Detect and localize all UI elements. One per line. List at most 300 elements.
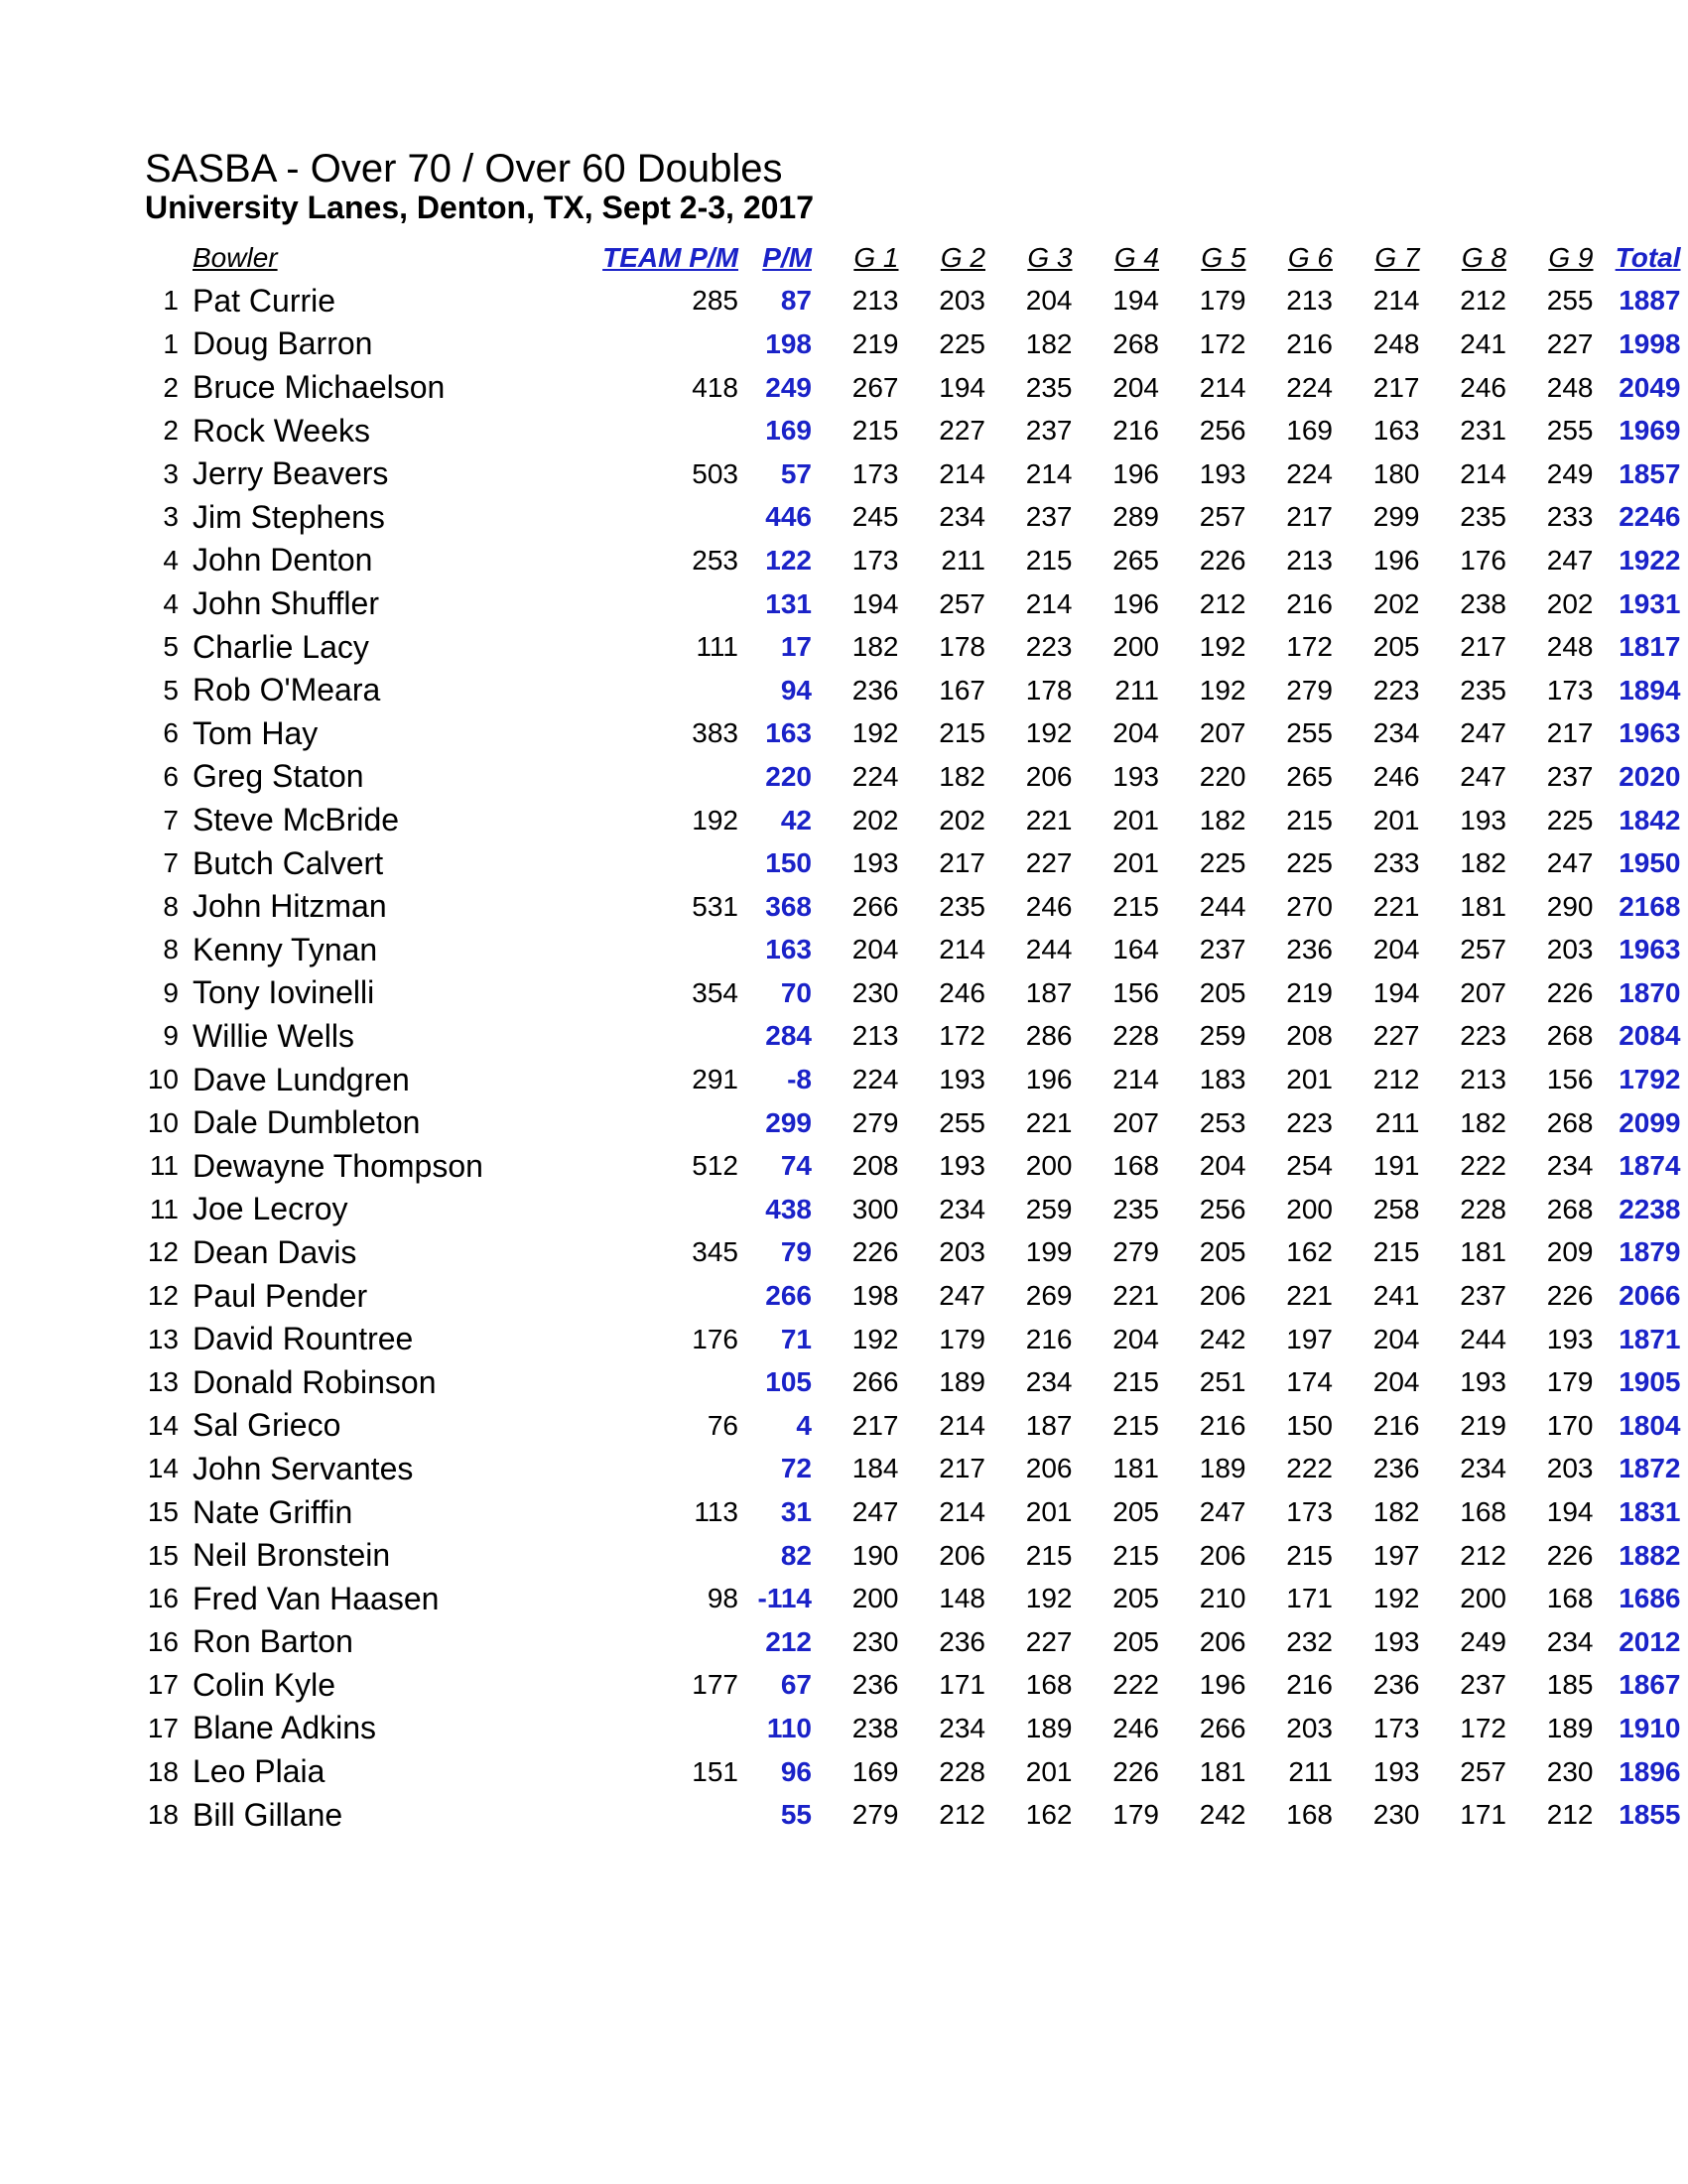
game-2-cell: 257	[939, 587, 985, 619]
bowler-name-cell: Neil Bronstein	[193, 1537, 391, 1574]
game-5-cell: 220	[1199, 760, 1246, 792]
table-row	[145, 1231, 1681, 1275]
game-5-cell: 251	[1199, 1366, 1246, 1398]
team-pm-cell	[560, 322, 738, 366]
game-2-cell: 255	[939, 1106, 985, 1138]
game-1-cell: 230	[851, 1625, 899, 1657]
game-5-cell: 179	[1199, 285, 1246, 317]
team-pm-cell	[560, 669, 738, 712]
game-9-cell: 203	[1546, 1453, 1594, 1484]
game-4-cell: 181	[1112, 1453, 1159, 1484]
game-4-cell: 196	[1112, 457, 1159, 489]
game-2-cell: 235	[939, 890, 985, 922]
game-2-cell: 214	[939, 457, 985, 489]
game-9-cell: 248	[1546, 371, 1594, 403]
team-pm-cell: 291	[692, 1064, 738, 1095]
game-2-cell: 234	[939, 501, 985, 533]
table-row	[145, 755, 1681, 799]
game-4-cell: 179	[1112, 1799, 1159, 1831]
table-row	[145, 496, 1681, 540]
table-row	[145, 1404, 1681, 1448]
team-pm-cell	[560, 1015, 738, 1059]
game-9-cell: 268	[1546, 1106, 1594, 1138]
game-3-cell: 221	[1025, 1106, 1073, 1138]
pm-cell: 438	[765, 1193, 812, 1224]
total-cell: 1950	[1619, 847, 1681, 879]
bowler-name-cell: Rob O'Meara	[193, 672, 381, 708]
header-g1: G 1	[853, 241, 899, 273]
game-2-cell: 206	[939, 1539, 985, 1571]
team-pm-cell	[560, 496, 738, 540]
bowler-name-cell: Willie Wells	[193, 1017, 354, 1054]
game-9-cell: 255	[1546, 415, 1594, 447]
game-2-cell: 225	[939, 327, 985, 359]
game-1-cell: 279	[851, 1106, 899, 1138]
game-7-cell: 234	[1372, 717, 1420, 749]
game-4-cell: 204	[1112, 371, 1159, 403]
game-5-cell: 237	[1199, 934, 1246, 965]
game-2-cell: 214	[939, 1409, 985, 1441]
table-row	[145, 1318, 1681, 1361]
header-total: Total	[1615, 241, 1681, 273]
game-9-cell: 268	[1546, 1193, 1594, 1224]
team-pm-cell: 512	[692, 1150, 738, 1182]
game-5-cell: 183	[1199, 1064, 1246, 1095]
game-3-cell: 215	[1025, 1539, 1073, 1571]
place-cell: 12	[147, 1236, 179, 1268]
team-pm-cell	[560, 409, 738, 452]
game-6-cell: 171	[1286, 1583, 1333, 1614]
game-9-cell: 226	[1546, 1280, 1594, 1312]
total-cell: 1867	[1619, 1669, 1681, 1701]
team-pm-cell: 354	[692, 976, 738, 1008]
team-pm-cell	[560, 1274, 738, 1318]
game-8-cell: 181	[1460, 1236, 1506, 1268]
place-cell: 18	[147, 1755, 179, 1787]
game-9-cell: 226	[1546, 976, 1594, 1008]
game-9-cell: 230	[1546, 1755, 1594, 1787]
game-8-cell: 238	[1460, 587, 1506, 619]
game-7-cell: 196	[1372, 544, 1420, 576]
game-1-cell: 213	[851, 285, 899, 317]
game-5-cell: 244	[1199, 890, 1246, 922]
pm-cell: 82	[780, 1539, 812, 1571]
game-8-cell: 228	[1460, 1193, 1506, 1224]
game-5-cell: 216	[1199, 1409, 1246, 1441]
team-pm-cell	[560, 929, 738, 972]
game-1-cell: 245	[851, 501, 899, 533]
game-8-cell: 244	[1460, 1323, 1506, 1354]
game-7-cell: 201	[1372, 804, 1420, 835]
place-cell: 7	[163, 847, 179, 879]
game-8-cell: 172	[1460, 1712, 1506, 1743]
game-2-cell: 234	[939, 1193, 985, 1224]
bowler-name-cell: Butch Calvert	[193, 844, 384, 881]
game-6-cell: 236	[1286, 934, 1333, 965]
total-cell: 2020	[1619, 760, 1681, 792]
game-9-cell: 268	[1546, 1020, 1594, 1052]
total-cell: 1922	[1619, 544, 1681, 576]
game-5-cell: 193	[1199, 457, 1246, 489]
place-cell: 4	[163, 587, 179, 619]
header-g4: G 4	[1113, 241, 1159, 273]
game-1-cell: 194	[851, 587, 899, 619]
game-7-cell: 236	[1372, 1669, 1420, 1701]
game-7-cell: 202	[1372, 587, 1420, 619]
place-cell: 17	[147, 1712, 179, 1743]
place-cell: 14	[147, 1453, 179, 1484]
bowler-name-cell: Leo Plaia	[193, 1753, 325, 1790]
game-3-cell: 216	[1025, 1323, 1073, 1354]
game-3-cell: 204	[1025, 285, 1073, 317]
total-cell: 1998	[1619, 327, 1681, 359]
game-3-cell: 182	[1025, 327, 1073, 359]
game-6-cell: 222	[1286, 1453, 1333, 1484]
bowler-name-cell: Sal Grieco	[193, 1407, 341, 1444]
game-5-cell: 182	[1199, 804, 1246, 835]
game-9-cell: 247	[1546, 847, 1594, 879]
game-5-cell: 266	[1199, 1712, 1246, 1743]
game-6-cell: 168	[1286, 1799, 1333, 1831]
game-6-cell: 213	[1286, 544, 1333, 576]
game-3-cell: 223	[1025, 631, 1073, 663]
game-8-cell: 212	[1460, 1539, 1506, 1571]
bowler-name-cell: Blane Adkins	[193, 1710, 377, 1746]
game-2-cell: 171	[939, 1669, 985, 1701]
game-6-cell: 221	[1286, 1280, 1333, 1312]
game-2-cell: 179	[939, 1323, 985, 1354]
game-7-cell: 180	[1372, 457, 1420, 489]
place-cell: 18	[147, 1799, 179, 1831]
game-7-cell: 215	[1372, 1236, 1420, 1268]
bowler-name-cell: Rock Weeks	[193, 412, 371, 449]
table-row	[145, 1101, 1681, 1145]
pm-cell: 72	[780, 1453, 812, 1484]
game-3-cell: 189	[1025, 1712, 1073, 1743]
total-cell: 1887	[1619, 285, 1681, 317]
game-8-cell: 235	[1460, 674, 1506, 706]
pm-cell: 105	[765, 1366, 812, 1398]
pm-cell: 220	[765, 760, 812, 792]
total-cell: 1872	[1619, 1453, 1681, 1484]
team-pm-cell	[560, 1534, 738, 1578]
pm-cell: -8	[787, 1064, 812, 1095]
game-3-cell: 201	[1025, 1755, 1073, 1787]
bowler-name-cell: Ron Barton	[193, 1623, 353, 1660]
game-4-cell: 215	[1112, 1539, 1159, 1571]
bowler-name-cell: Greg Staton	[193, 758, 364, 795]
game-3-cell: 244	[1025, 934, 1073, 965]
game-2-cell: 236	[939, 1625, 985, 1657]
game-3-cell: 187	[1025, 1409, 1073, 1441]
table-row	[145, 1490, 1681, 1534]
game-2-cell: 167	[939, 674, 985, 706]
place-cell: 4	[163, 544, 179, 576]
results-body	[145, 280, 1681, 1837]
bowler-name-cell: Pat Currie	[193, 282, 336, 319]
game-1-cell: 192	[851, 717, 899, 749]
game-4-cell: 215	[1112, 890, 1159, 922]
pm-cell: 122	[765, 544, 812, 576]
team-pm-cell	[560, 1448, 738, 1491]
table-row	[145, 669, 1681, 712]
game-5-cell: 225	[1199, 847, 1246, 879]
game-7-cell: 258	[1372, 1193, 1420, 1224]
game-2-cell: 194	[939, 371, 985, 403]
place-cell: 14	[147, 1409, 179, 1441]
game-1-cell: 215	[851, 415, 899, 447]
game-8-cell: 222	[1460, 1150, 1506, 1182]
game-1-cell: 236	[851, 674, 899, 706]
game-7-cell: 197	[1372, 1539, 1420, 1571]
game-6-cell: 162	[1286, 1236, 1333, 1268]
place-cell: 3	[163, 501, 179, 533]
game-7-cell: 212	[1372, 1064, 1420, 1095]
table-row	[145, 539, 1681, 582]
game-5-cell: 206	[1199, 1280, 1246, 1312]
document-title: SASBA - Over 70 / Over 60 Doubles	[145, 147, 783, 191]
team-pm-cell: 177	[692, 1669, 738, 1701]
game-6-cell: 270	[1286, 890, 1333, 922]
game-7-cell: 216	[1372, 1409, 1420, 1441]
place-cell: 6	[163, 717, 179, 749]
game-8-cell: 213	[1460, 1064, 1506, 1095]
game-7-cell: 211	[1374, 1106, 1420, 1138]
pm-cell: -114	[757, 1583, 812, 1614]
pm-cell: 163	[765, 717, 812, 749]
game-4-cell: 214	[1112, 1064, 1159, 1095]
game-5-cell: 181	[1199, 1755, 1246, 1787]
bowler-name-cell: Dave Lundgren	[193, 1061, 410, 1097]
total-cell: 2066	[1619, 1280, 1681, 1312]
game-5-cell: 253	[1199, 1106, 1246, 1138]
game-6-cell: 215	[1286, 804, 1333, 835]
game-1-cell: 198	[851, 1280, 899, 1312]
game-5-cell: 256	[1199, 1193, 1246, 1224]
total-cell: 1896	[1619, 1755, 1681, 1787]
game-8-cell: 176	[1460, 544, 1506, 576]
game-9-cell: 233	[1546, 501, 1594, 533]
game-8-cell: 246	[1460, 371, 1506, 403]
bowler-name-cell: Colin Kyle	[193, 1666, 336, 1703]
bowler-name-cell: Paul Pender	[193, 1277, 368, 1314]
results-table	[145, 236, 1681, 1837]
game-8-cell: 237	[1460, 1280, 1506, 1312]
document-subtitle: University Lanes, Denton, TX, Sept 2-3, 2017	[145, 190, 814, 225]
game-4-cell: 200	[1112, 631, 1159, 663]
game-6-cell: 216	[1286, 1669, 1333, 1701]
pm-cell: 67	[780, 1669, 812, 1701]
game-6-cell: 217	[1286, 501, 1333, 533]
total-cell: 1817	[1619, 631, 1681, 663]
game-1-cell: 190	[851, 1539, 899, 1571]
game-4-cell: 205	[1112, 1583, 1159, 1614]
place-cell: 9	[163, 976, 179, 1008]
game-2-cell: 217	[939, 847, 985, 879]
game-6-cell: 279	[1286, 674, 1333, 706]
table-row	[145, 971, 1681, 1015]
game-7-cell: 182	[1372, 1496, 1420, 1528]
header-g6: G 6	[1287, 241, 1333, 273]
game-8-cell: 219	[1460, 1409, 1506, 1441]
game-8-cell: 247	[1460, 760, 1506, 792]
game-6-cell: 197	[1286, 1323, 1333, 1354]
game-4-cell: 204	[1112, 1323, 1159, 1354]
table-row	[145, 625, 1681, 669]
team-pm-cell	[560, 1793, 738, 1837]
game-7-cell: 191	[1372, 1150, 1420, 1182]
game-5-cell: 205	[1199, 976, 1246, 1008]
game-2-cell: 193	[939, 1150, 985, 1182]
bowler-name-cell: Bill Gillane	[193, 1796, 343, 1833]
game-1-cell: 236	[851, 1669, 899, 1701]
game-1-cell: 230	[851, 976, 899, 1008]
game-4-cell: 228	[1112, 1020, 1159, 1052]
game-5-cell: 212	[1199, 587, 1246, 619]
game-9-cell: 225	[1546, 804, 1594, 835]
game-4-cell: 211	[1114, 674, 1159, 706]
game-4-cell: 235	[1112, 1193, 1159, 1224]
total-cell: 1963	[1619, 717, 1681, 749]
game-1-cell: 238	[851, 1712, 899, 1743]
game-8-cell: 182	[1460, 1106, 1506, 1138]
game-4-cell: 226	[1112, 1755, 1159, 1787]
team-pm-cell: 151	[692, 1755, 738, 1787]
total-cell: 1871	[1619, 1323, 1681, 1354]
table-row	[145, 929, 1681, 972]
game-2-cell: 214	[939, 1496, 985, 1528]
table-row	[145, 1577, 1681, 1620]
bowler-name-cell: Tony Iovinelli	[193, 974, 375, 1011]
table-row	[145, 1058, 1681, 1101]
game-1-cell: 279	[851, 1799, 899, 1831]
game-2-cell: 227	[939, 415, 985, 447]
pm-cell: 17	[780, 631, 812, 663]
bowler-name-cell: Donald Robinson	[193, 1363, 437, 1400]
table-row	[145, 1144, 1681, 1188]
game-5-cell: 172	[1199, 327, 1246, 359]
game-1-cell: 169	[851, 1755, 899, 1787]
team-pm-cell	[560, 755, 738, 799]
game-4-cell: 222	[1112, 1669, 1159, 1701]
game-2-cell: 148	[939, 1583, 985, 1614]
game-2-cell: 217	[939, 1453, 985, 1484]
game-3-cell: 286	[1025, 1020, 1073, 1052]
game-6-cell: 203	[1286, 1712, 1333, 1743]
game-1-cell: 173	[851, 544, 899, 576]
place-cell: 12	[147, 1280, 179, 1312]
game-3-cell: 246	[1025, 890, 1073, 922]
team-pm-cell	[560, 1707, 738, 1750]
bowler-name-cell: Dale Dumbleton	[193, 1104, 421, 1141]
game-6-cell: 232	[1286, 1625, 1333, 1657]
header-row	[145, 236, 1681, 280]
game-3-cell: 168	[1025, 1669, 1073, 1701]
game-2-cell: 214	[939, 934, 985, 965]
table-row	[145, 1448, 1681, 1491]
game-4-cell: 207	[1112, 1106, 1159, 1138]
pm-cell: 57	[780, 457, 812, 489]
pm-cell: 284	[765, 1020, 812, 1052]
game-6-cell: 174	[1286, 1366, 1333, 1398]
game-1-cell: 200	[851, 1583, 899, 1614]
total-cell: 1905	[1619, 1366, 1681, 1398]
total-cell: 2049	[1619, 371, 1681, 403]
game-8-cell: 231	[1460, 415, 1506, 447]
game-7-cell: 204	[1372, 1323, 1420, 1354]
header-g7: G 7	[1374, 241, 1420, 273]
table-row	[145, 1707, 1681, 1750]
game-6-cell: 211	[1288, 1755, 1333, 1787]
game-7-cell: 205	[1372, 631, 1420, 663]
pm-cell: 163	[765, 934, 812, 965]
game-3-cell: 206	[1025, 1453, 1073, 1484]
bowler-name-cell: Fred Van Haasen	[193, 1580, 440, 1616]
pm-cell: 110	[766, 1712, 812, 1743]
game-3-cell: 237	[1025, 501, 1073, 533]
pm-cell: 212	[765, 1625, 812, 1657]
game-7-cell: 223	[1372, 674, 1420, 706]
game-5-cell: 242	[1199, 1323, 1246, 1354]
game-6-cell: 216	[1286, 327, 1333, 359]
total-cell: 1831	[1619, 1496, 1681, 1528]
game-6-cell: 225	[1286, 847, 1333, 879]
header-g9: G 9	[1548, 241, 1594, 273]
game-7-cell: 193	[1372, 1755, 1420, 1787]
game-8-cell: 200	[1460, 1583, 1506, 1614]
game-9-cell: 227	[1546, 327, 1594, 359]
table-row	[145, 452, 1681, 496]
place-cell: 15	[147, 1496, 179, 1528]
game-5-cell: 210	[1199, 1583, 1246, 1614]
game-8-cell: 234	[1460, 1453, 1506, 1484]
team-pm-cell: 345	[692, 1236, 738, 1268]
game-7-cell: 173	[1372, 1712, 1420, 1743]
game-6-cell: 172	[1286, 631, 1333, 663]
game-7-cell: 217	[1372, 371, 1420, 403]
team-pm-cell: 192	[692, 804, 738, 835]
total-cell: 1882	[1619, 1539, 1681, 1571]
game-3-cell: 192	[1025, 717, 1073, 749]
game-8-cell: 217	[1460, 631, 1506, 663]
pm-cell: 299	[765, 1106, 812, 1138]
game-9-cell: 248	[1546, 631, 1594, 663]
game-3-cell: 235	[1025, 371, 1073, 403]
table-row	[145, 1664, 1681, 1708]
game-2-cell: 193	[939, 1064, 985, 1095]
table-row	[145, 1793, 1681, 1837]
game-4-cell: 201	[1112, 804, 1159, 835]
game-2-cell: 182	[939, 760, 985, 792]
game-4-cell: 201	[1112, 847, 1159, 879]
game-6-cell: 216	[1286, 587, 1333, 619]
pm-cell: 266	[765, 1280, 812, 1312]
game-7-cell: 192	[1372, 1583, 1420, 1614]
pm-cell: 79	[780, 1236, 812, 1268]
table-row	[145, 1750, 1681, 1794]
game-8-cell: 237	[1460, 1669, 1506, 1701]
pm-cell: 70	[780, 976, 812, 1008]
total-cell: 1879	[1619, 1236, 1681, 1268]
game-3-cell: 192	[1025, 1583, 1073, 1614]
game-2-cell: 215	[939, 717, 985, 749]
total-cell: 2168	[1619, 890, 1681, 922]
game-4-cell: 215	[1112, 1409, 1159, 1441]
team-pm-cell	[560, 841, 738, 885]
team-pm-cell	[560, 1188, 738, 1231]
game-5-cell: 206	[1199, 1625, 1246, 1657]
game-7-cell: 241	[1372, 1280, 1420, 1312]
